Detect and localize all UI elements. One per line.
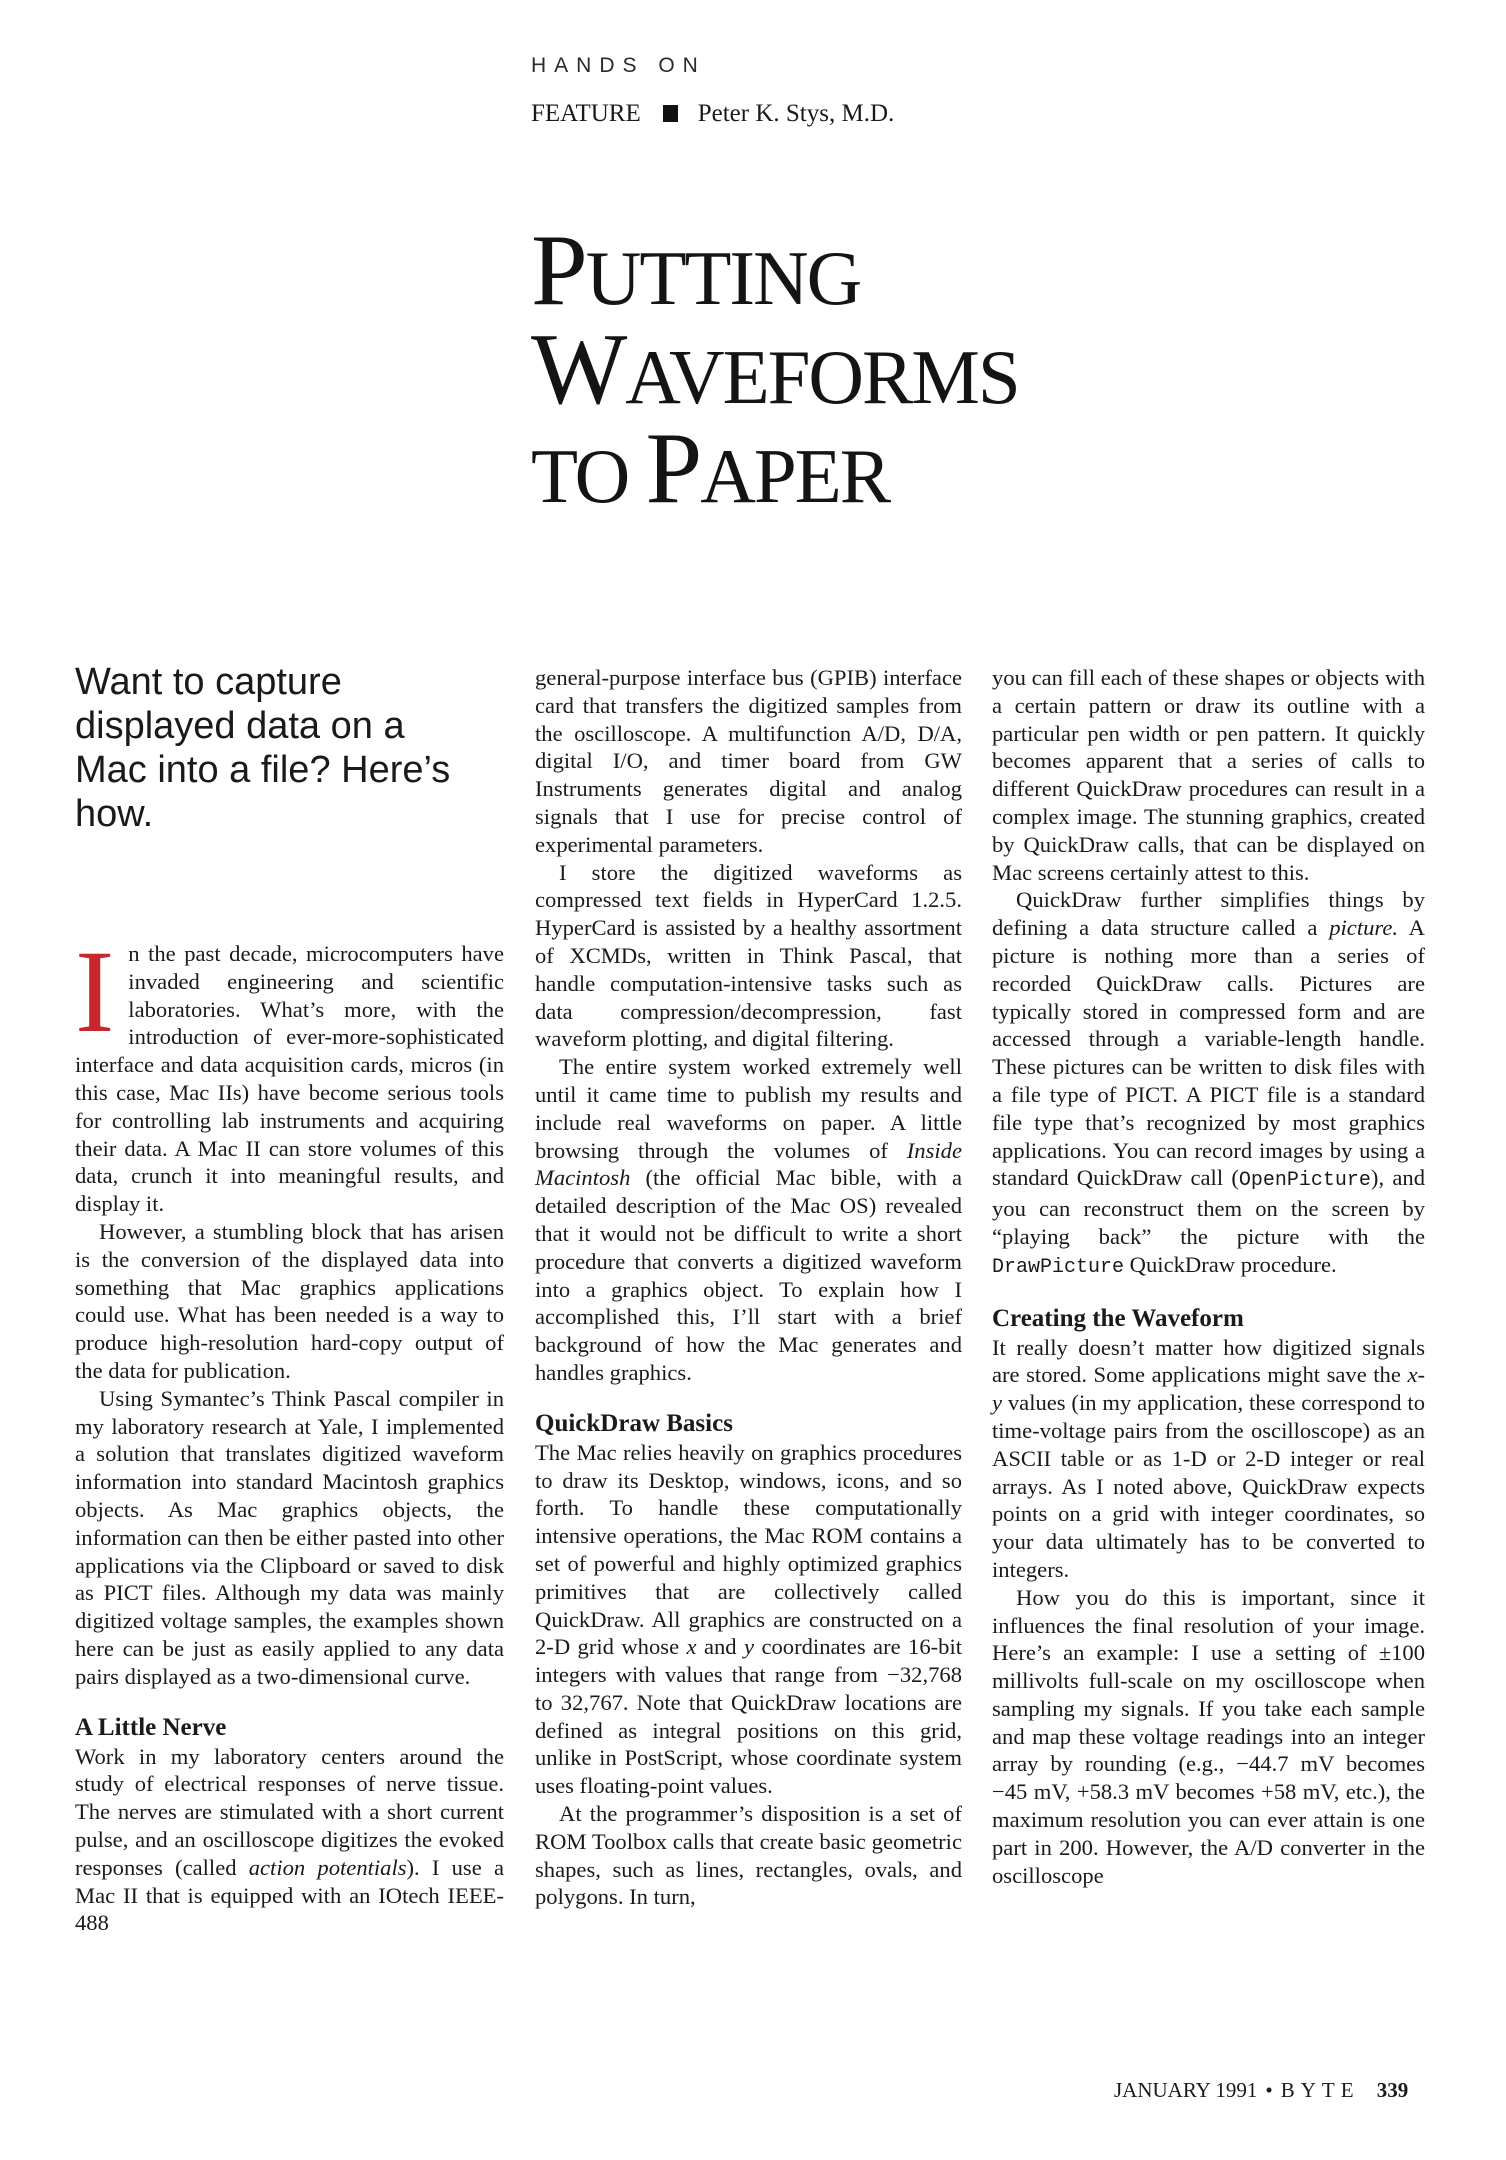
paragraph: The entire system worked extremely well until it came time to publish my results and include real waveforms on paper. A little browsing through the volumes of Inside Macintosh (the official Mac bible, with a detailed description of the Mac OS) revealed that it would not be difficult to write a short procedure that converts a digitized waveform into a graphics object. To explain how I accomplished this, I’ll start with a brief background of how the Mac generates and handles graphics. xyxy=(535,1054,962,1385)
paragraph: In the past decade, microcomputers have invaded engineering and scientific laboratories. What’s more, with the introduction of ever-more-sophisticated interface and data acquisition cards, micros (in this case, Mac IIs) have become serious tools for controlling lab instruments and acquiring their data. A Mac II can store volumes of this data, crunch it into meaningful results, and display it. xyxy=(75,926,504,1217)
drop-cap: I xyxy=(75,926,115,1057)
column-3 xyxy=(992,664,1425,1889)
paragraph: general-purpose interface bus (GPIB) interface card that transfers the digitized samples from the oscilloscope. A multifunction A/D, D/A, digital I/O, and timer board from GW Instruments generates digital and analog signals that I use for precise control of experimental parameters. xyxy=(535,665,962,857)
paragraph: At the programmer’s disposition is a set of ROM Toolbox calls that create basic geometric shapes, such as lines, rectangles, ovals, and polygons. In turn, xyxy=(535,1801,962,1910)
author: Peter K. Stys, M.D. xyxy=(697,100,895,127)
paragraph: However, a stumbling block that has arisen is the conversion of the displayed data into something that Mac graphics applications could use. What has been needed is a way to produce high-resolution hard-copy output of the data for publication. xyxy=(75,1218,504,1383)
footer-bullet: • xyxy=(1265,2078,1273,2102)
paragraph: Work in my laboratory centers around the study of electrical responses of nerve tissue. The nerves are stimulated with a short current pulse, and an oscilloscope digitizes the evoked responses (called action potentials). I use a Mac II that is equipped with an IOtech IEEE-488 xyxy=(75,1743,504,1936)
square-bullet-icon xyxy=(663,105,678,122)
column-2 xyxy=(535,664,962,1911)
issue-date: JANUARY 1991 xyxy=(1114,2078,1258,2102)
page-footer xyxy=(1114,2078,1408,2103)
section-heading: A Little Nerve xyxy=(75,1713,227,1741)
deck: Want to capture displayed data on a Mac into a file? Here’s how. xyxy=(75,661,451,835)
section-heading: QuickDraw Basics xyxy=(535,1409,733,1437)
paragraph: I store the digitized waveforms as compressed text fields in HyperCard 1.2.5. HyperCard is assisted by a healthy assortment of XCMDs, written in Think Pascal, that handle computation-intensive tasks such as data compression/decompression, fast waveform plotting, and digital filtering. xyxy=(535,859,962,1052)
article-title xyxy=(531,214,1331,525)
section-label: FEATURE xyxy=(531,100,641,127)
title-line-2: WAVEFORMS xyxy=(531,313,1019,426)
kicker: HANDS ON xyxy=(531,54,706,77)
section-byline xyxy=(531,100,894,128)
title-line-1: PUTTING xyxy=(531,214,861,327)
page-number: 339 xyxy=(1376,2078,1409,2102)
title-line-3: TO PAPER xyxy=(531,412,890,525)
paragraph: The Mac relies heavily on graphics procedures to draw its Desktop, windows, icons, and so forth. To handle these computationally intensive operations, the Mac ROM contains a set of powerful and highly optimized graphics primitives that are collectively called QuickDraw. All graphics are constructed on a 2-D grid whose x and y coordinates are 16-bit integers with values that range from −32,768 to 32,767. Note that QuickDraw locations are defined as integral positions on this grid, unlike in PostScript, whose coordinate system uses floating-point values. xyxy=(535,1439,963,1799)
paragraph: QuickDraw further simplifies things by defining a data structure called a picture. A picture is nothing more than a series of recorded QuickDraw calls. Pictures are typically stored in compressed form and are accessed through a variable-length handle. These pictures can be written to disk files with a file type of PICT. A PICT file is a standard file type that’s recognized by most graphics applications. You can record images by using a standard QuickDraw call (OpenPicture), and you can reconstruct them on the screen by “playing back” the picture with the DrawPicture QuickDraw procedure. xyxy=(992,887,1425,1279)
section-heading: Creating the Waveform xyxy=(992,1304,1244,1332)
column-1 xyxy=(75,926,504,1937)
paragraph: How you do this is important, since it influences the final resolution of your image. Here’s an example: I use a setting of ±100 millivolts full-scale on my oscilloscope when sampling my signals. If you take each sample and map these voltage readings into an integer array by rounding (e.g., −44.7 mV becomes −45 mV, +58.3 mV becomes +58 mV, etc.), the maximum resolution you can ever attain is one part in 200. However, the A/D converter in the oscilloscope xyxy=(992,1584,1425,1888)
paragraph: It really doesn’t matter how digitized signals are stored. Some applications might save the x-y values (in my application, these correspond to time-voltage pairs from the oscilloscope) as an ASCII table or as 1-D or 2-D integer or real arrays. As I noted above, QuickDraw expects points on a grid with integer coordinates, so your data ultimately has to be converted to integers. xyxy=(992,1334,1425,1582)
paragraph: Using Symantec’s Think Pascal compiler in my laboratory research at Yale, I implemented a solution that translates digitized waveform information into standard Macintosh graphics objects. As Mac graphics objects, the information can then be either pasted into other applications via the Clipboard or saved to disk as PICT files. Although my data was mainly digitized voltage samples, the examples shown here can be just as easily applied to any data pairs displayed as a two-dimensional curve. xyxy=(75,1385,504,1689)
paragraph: you can fill each of these shapes or objects with a certain pattern or draw its outline with a particular pen width or pen pattern. It quickly becomes apparent that a series of calls to different QuickDraw procedures can result in a complex image. The stunning graphics, created by QuickDraw calls, that can be displayed on Mac screens certainly attest to this. xyxy=(992,665,1425,885)
magazine-name: BYTE xyxy=(1280,2078,1360,2102)
